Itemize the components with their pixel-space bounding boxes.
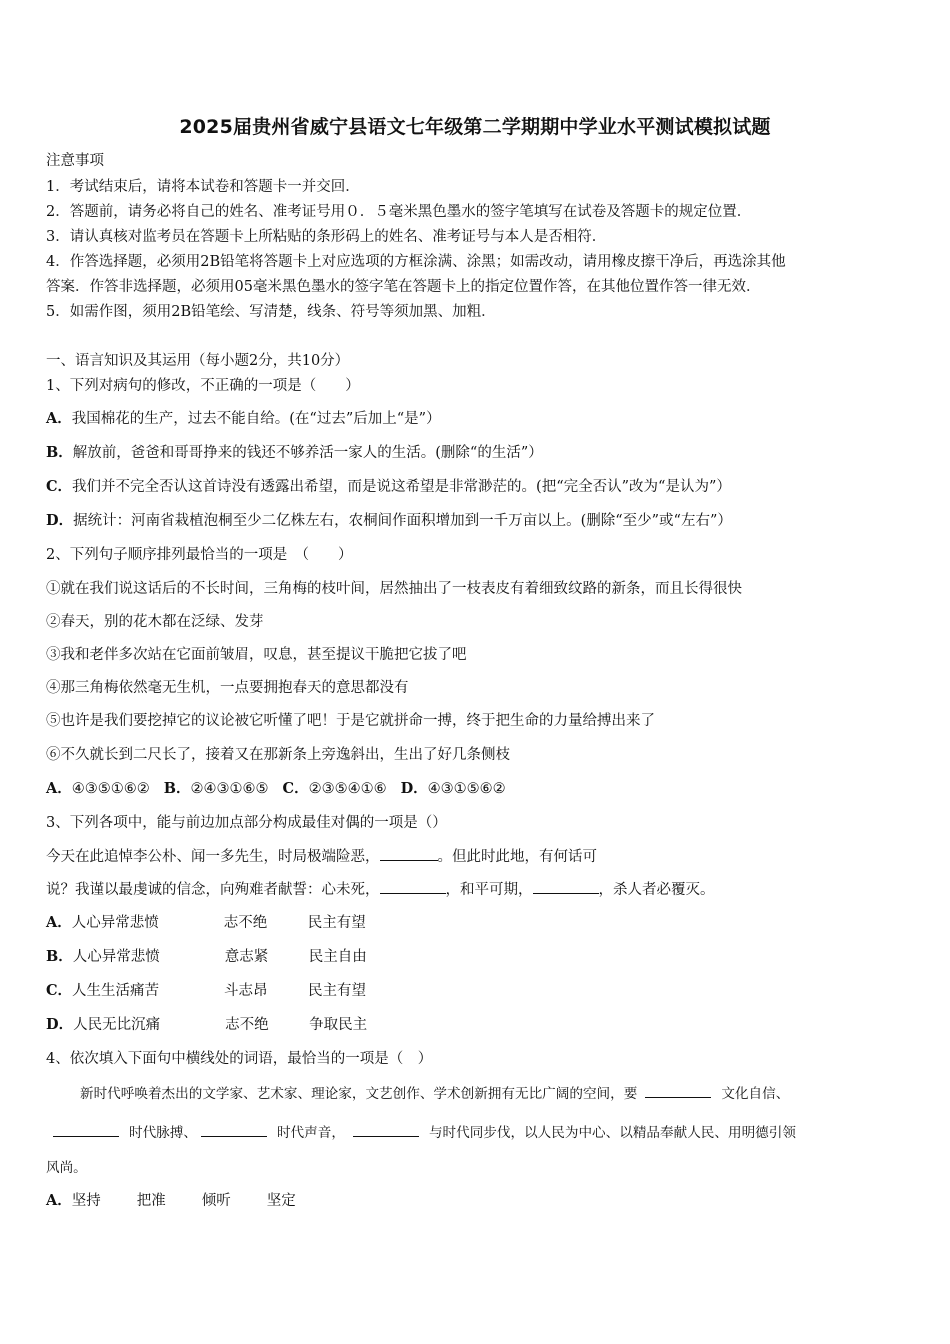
question-1-option-d: [46, 511, 732, 531]
question-2-sentence: ①就在我们说这话后的不长时间，三角梅的枝叶间，居然抽出了一枝表皮有着细致纹路的新条，而且长得很快: [46, 581, 742, 597]
question-2-options: [46, 779, 506, 799]
option-letter: A．: [46, 1192, 72, 1209]
option-letter: B．: [46, 948, 73, 965]
question-4-stem: 4、依次填入下面句中横线处的词语，最恰当的一项是（ ）: [46, 1051, 433, 1067]
page-title: 2025届贵州省威宁县语文七年级第二学期期中学业水平测试模拟试题: [179, 116, 771, 138]
option-letter: B．: [163, 780, 191, 797]
section-heading: 一、语言知识及其运用（每小题2分，共10分）: [46, 353, 350, 369]
question-4-passage-line: [80, 1083, 789, 1104]
notice-item: 4．作答选择题，必须用2B铅笔将答题卡上对应选项的方框涂满、涂黑；如需改动，请用橡皮擦干净后，再选涂其他: [46, 254, 786, 270]
question-2-sentence: ④那三角梅依然毫无生机，一点要拥抱春天的意思都没有: [46, 680, 409, 696]
option-letter: D．: [400, 780, 428, 797]
option-phrase: 人心异常悲愤: [71, 915, 159, 931]
passage-text: 说？我谨以最虔诚的信念，向殉难者献誓：心未死，: [46, 882, 380, 898]
blank-line: [645, 1083, 711, 1098]
option-phrase: 人生生活痛苦: [72, 983, 160, 999]
option-word: 把准: [136, 1193, 166, 1209]
passage-text: 今天在此追悼李公朴、闻一多先生，时局极端险恶，: [46, 849, 380, 865]
question-1-stem: 1、下列对病句的修改，不正确的一项是（ ）: [46, 378, 360, 394]
question-2-sentence: ⑤也许是我们要挖掉它的议论被它听懂了吧！于是它就拼命一搏，终于把生命的力量给搏出来了: [46, 713, 655, 729]
question-1-option-a: [46, 409, 441, 429]
option-phrase: 争取民主: [309, 1017, 368, 1033]
option-letter: A．: [46, 780, 72, 797]
option-letter: D．: [46, 512, 74, 529]
blank-line: [533, 879, 599, 894]
option-text: ②③⑤④①⑥: [308, 781, 387, 797]
passage-text: 。但此时此地，有何话可: [437, 849, 597, 865]
option-phrase: 民主有望: [308, 983, 367, 999]
option-text: 我们并不完全否认这首诗没有透露出希望，而是说这希望是非常渺茫的。(把“完全否认”改为“是认为”）: [72, 479, 731, 495]
option-word: 坚持: [71, 1193, 101, 1209]
passage-text: 时代声音，: [276, 1125, 345, 1141]
option-word: 坚定: [266, 1193, 296, 1209]
passage-text: 与时代同步伐，以人民为中心、以精品奉献人民、用明德引领: [428, 1125, 796, 1141]
option-letter: C．: [282, 780, 309, 797]
option-phrase: 斗志昂: [224, 983, 268, 999]
blank-line: [380, 879, 446, 894]
question-3-option-c: [46, 981, 366, 1001]
option-text: 据统计：河南省栽植泡桐至少二亿株左右，农桐间作面积增加到一千万亩以上。(删除“至少”或“左右”）: [73, 513, 732, 529]
option-letter: A．: [46, 410, 72, 427]
option-phrase: 人民无比沉痛: [73, 1017, 161, 1033]
option-text: ④③①⑤⑥②: [427, 781, 506, 797]
notice-item: 2．答题前，请务必将自己的姓名、准考证号用０．５毫米黑色墨水的签字笔填写在试卷及答题卡的规定位置．: [46, 204, 752, 220]
option-phrase: 志不绝: [223, 915, 268, 931]
question-1-option-c: [46, 477, 731, 497]
question-4-passage-line: 风尚。: [46, 1160, 87, 1176]
passage-text: ，和平可期，: [445, 882, 533, 898]
blank-line: [201, 1122, 267, 1137]
question-3-stem: 3、下列各项中，能与前边加点部分构成最佳对偶的一项是（）: [46, 815, 447, 831]
notice-heading: 注意事项: [46, 153, 104, 169]
notice-item: 5．如需作图，须用2B铅笔绘、写清楚，线条、符号等须加黑、加粗．: [46, 304, 496, 320]
question-3-option-a: [46, 913, 366, 933]
notice-item: 3．请认真核对监考员在答题卡上所粘贴的条形码上的姓名、准考证号与本人是否相符．: [46, 229, 607, 245]
option-phrase: 民主自由: [308, 949, 367, 965]
question-3-passage-line: [46, 879, 715, 900]
question-4-option-a: [46, 1191, 296, 1211]
option-text: 我国棉花的生产，过去不能自给。(在“过去”后加上“是”）: [71, 411, 441, 427]
passage-text: 文化自信、: [721, 1086, 790, 1102]
option-letter: C．: [46, 478, 73, 495]
notice-item: 1．考试结束后，请将本试卷和答题卡一并交回．: [46, 179, 360, 195]
question-3-passage-line: [46, 846, 597, 867]
option-phrase: 民主有望: [307, 915, 366, 931]
option-phrase: 人心异常悲愤: [72, 949, 160, 965]
question-2-sentence: ⑥不久就长到二尺长了，接着又在那新条上旁逸斜出，生出了好几条侧枝: [46, 747, 510, 763]
option-letter: A．: [46, 914, 72, 931]
option-word: 倾听: [201, 1193, 231, 1209]
question-4-passage-line: [53, 1122, 796, 1143]
blank-line: [53, 1122, 119, 1137]
blank-line: [380, 846, 438, 861]
option-phrase: 意志紧: [224, 949, 269, 965]
option-letter: B．: [46, 444, 73, 461]
option-letter: D．: [46, 1016, 74, 1033]
passage-text: ，杀人者必覆灭。: [598, 882, 715, 898]
option-phrase: 志不绝: [225, 1017, 269, 1033]
question-2-stem: 2、下列句子顺序排列最恰当的一项是 （ ）: [46, 547, 353, 563]
question-1-option-b: [46, 443, 543, 463]
option-text: ④③⑤①⑥②: [71, 781, 150, 797]
option-letter: C．: [46, 982, 73, 999]
question-3-option-b: [46, 947, 367, 967]
option-text: 解放前，爸爸和哥哥挣来的钱还不够养活一家人的生活。(删除“的生活”）: [72, 445, 543, 461]
question-3-option-d: [46, 1015, 367, 1035]
option-text: ②④③①⑥⑤: [190, 781, 269, 797]
question-2-sentence: ③我和老伴多次站在它面前皱眉，叹息，甚至提议干脆把它拔了吧: [46, 647, 467, 663]
question-2-sentence: ②春天，别的花木都在泛绿、发芽: [46, 614, 264, 630]
passage-text: 新时代呼唤着杰出的文学家、艺术家、理论家，文艺创作、学术创新拥有无比广阔的空间，要: [80, 1086, 638, 1102]
notice-item: 答案．作答非选择题，必须用05毫米黑色墨水的签字笔在答题卡上的指定位置作答，在其他位置作答一律无效．: [46, 279, 761, 295]
blank-line: [353, 1122, 419, 1137]
passage-text: 时代脉搏、: [129, 1125, 197, 1141]
